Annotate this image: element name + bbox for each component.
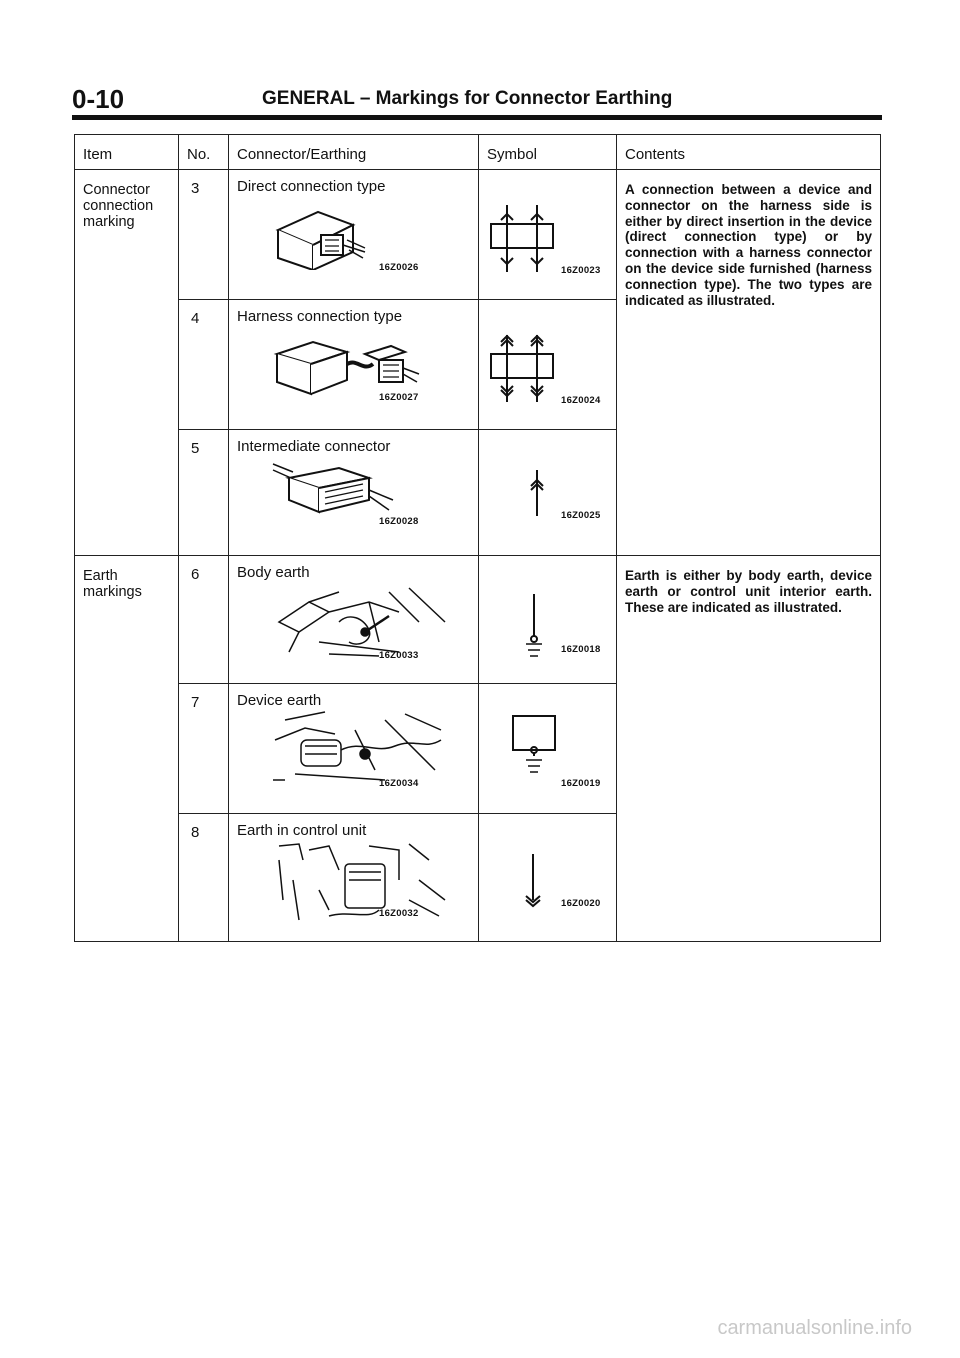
control-unit-earth-illustration xyxy=(269,840,449,926)
row-no: 7 xyxy=(179,684,229,814)
table-row xyxy=(75,170,881,300)
row-name: Earth in control unit xyxy=(237,822,367,839)
body-earth-illustration xyxy=(269,582,449,662)
row-no: 8 xyxy=(179,814,229,942)
row-name: Body earth xyxy=(237,564,310,581)
symbol-code: 16Z0019 xyxy=(561,778,601,789)
contents-connector: A connection between a device and connector on the harness side is either by direct insertion in the device (direct connection type) or by connection with a harness connector on the device side furnished (harness connection type). The two types are indicated as illustrated. xyxy=(617,170,881,556)
harness-connection-illustration xyxy=(273,332,423,400)
row-name: Harness connection type xyxy=(237,308,403,325)
page-number: 0-10 xyxy=(72,84,125,114)
footer-watermark: carmanualsonline.info xyxy=(717,1317,912,1339)
row-no: 5 xyxy=(179,430,229,556)
title-rule xyxy=(72,115,882,120)
row-name: Direct connection type xyxy=(237,178,386,195)
harness-connection-symbol xyxy=(487,330,557,410)
header-contents: Contents xyxy=(617,135,881,170)
figure-code: 16Z0034 xyxy=(379,778,419,789)
header-item: Item xyxy=(75,135,179,170)
page-title: GENERAL – Markings for Connector Earthing xyxy=(262,88,673,109)
control-unit-earth-symbol xyxy=(523,852,543,908)
connector-earthing-cell xyxy=(229,814,479,942)
row-no: 6 xyxy=(179,556,229,684)
symbol-code: 16Z0020 xyxy=(561,898,601,909)
symbol-code: 16Z0018 xyxy=(561,644,601,655)
intermediate-connector-symbol xyxy=(527,468,547,518)
symbol-cell xyxy=(479,430,617,556)
symbol-cell xyxy=(479,300,617,430)
item-earth-markings: Earth markings xyxy=(75,556,179,942)
table-header-row xyxy=(75,135,881,170)
header-connector-earthing: Connector/Earthing xyxy=(229,135,479,170)
header-symbol: Symbol xyxy=(479,135,617,170)
row-name: Device earth xyxy=(237,692,322,709)
markings-table xyxy=(74,134,881,942)
connector-earthing-cell xyxy=(229,170,479,300)
direct-connection-symbol xyxy=(487,200,557,280)
figure-code: 16Z0032 xyxy=(379,908,419,919)
row-no: 4 xyxy=(179,300,229,430)
figure-code: 16Z0027 xyxy=(379,392,419,403)
item-connector-connection-marking: Connector connection marking xyxy=(75,170,179,556)
figure-code: 16Z0028 xyxy=(379,516,419,527)
figure-code: 16Z0033 xyxy=(379,650,419,661)
symbol-cell xyxy=(479,556,617,684)
row-name: Intermediate connector xyxy=(237,438,391,455)
direct-connection-illustration xyxy=(273,200,383,270)
symbol-code: 16Z0025 xyxy=(561,510,601,521)
connector-earthing-cell xyxy=(229,300,479,430)
symbol-cell xyxy=(479,814,617,942)
body-earth-symbol xyxy=(521,592,547,658)
symbol-cell xyxy=(479,684,617,814)
device-earth-symbol xyxy=(509,714,559,780)
figure-code: 16Z0026 xyxy=(379,262,419,273)
connector-earthing-cell xyxy=(229,684,479,814)
contents-earth: Earth is either by body earth, device earth or control unit interior earth. These are indicated as illustrated. xyxy=(617,556,881,942)
header-no: No. xyxy=(179,135,229,170)
table-row xyxy=(75,556,881,684)
connector-earthing-cell xyxy=(229,556,479,684)
symbol-code: 16Z0023 xyxy=(561,265,601,276)
symbol-cell xyxy=(479,170,617,300)
connector-earthing-cell xyxy=(229,430,479,556)
symbol-code: 16Z0024 xyxy=(561,395,601,406)
row-no: 3 xyxy=(179,170,229,300)
